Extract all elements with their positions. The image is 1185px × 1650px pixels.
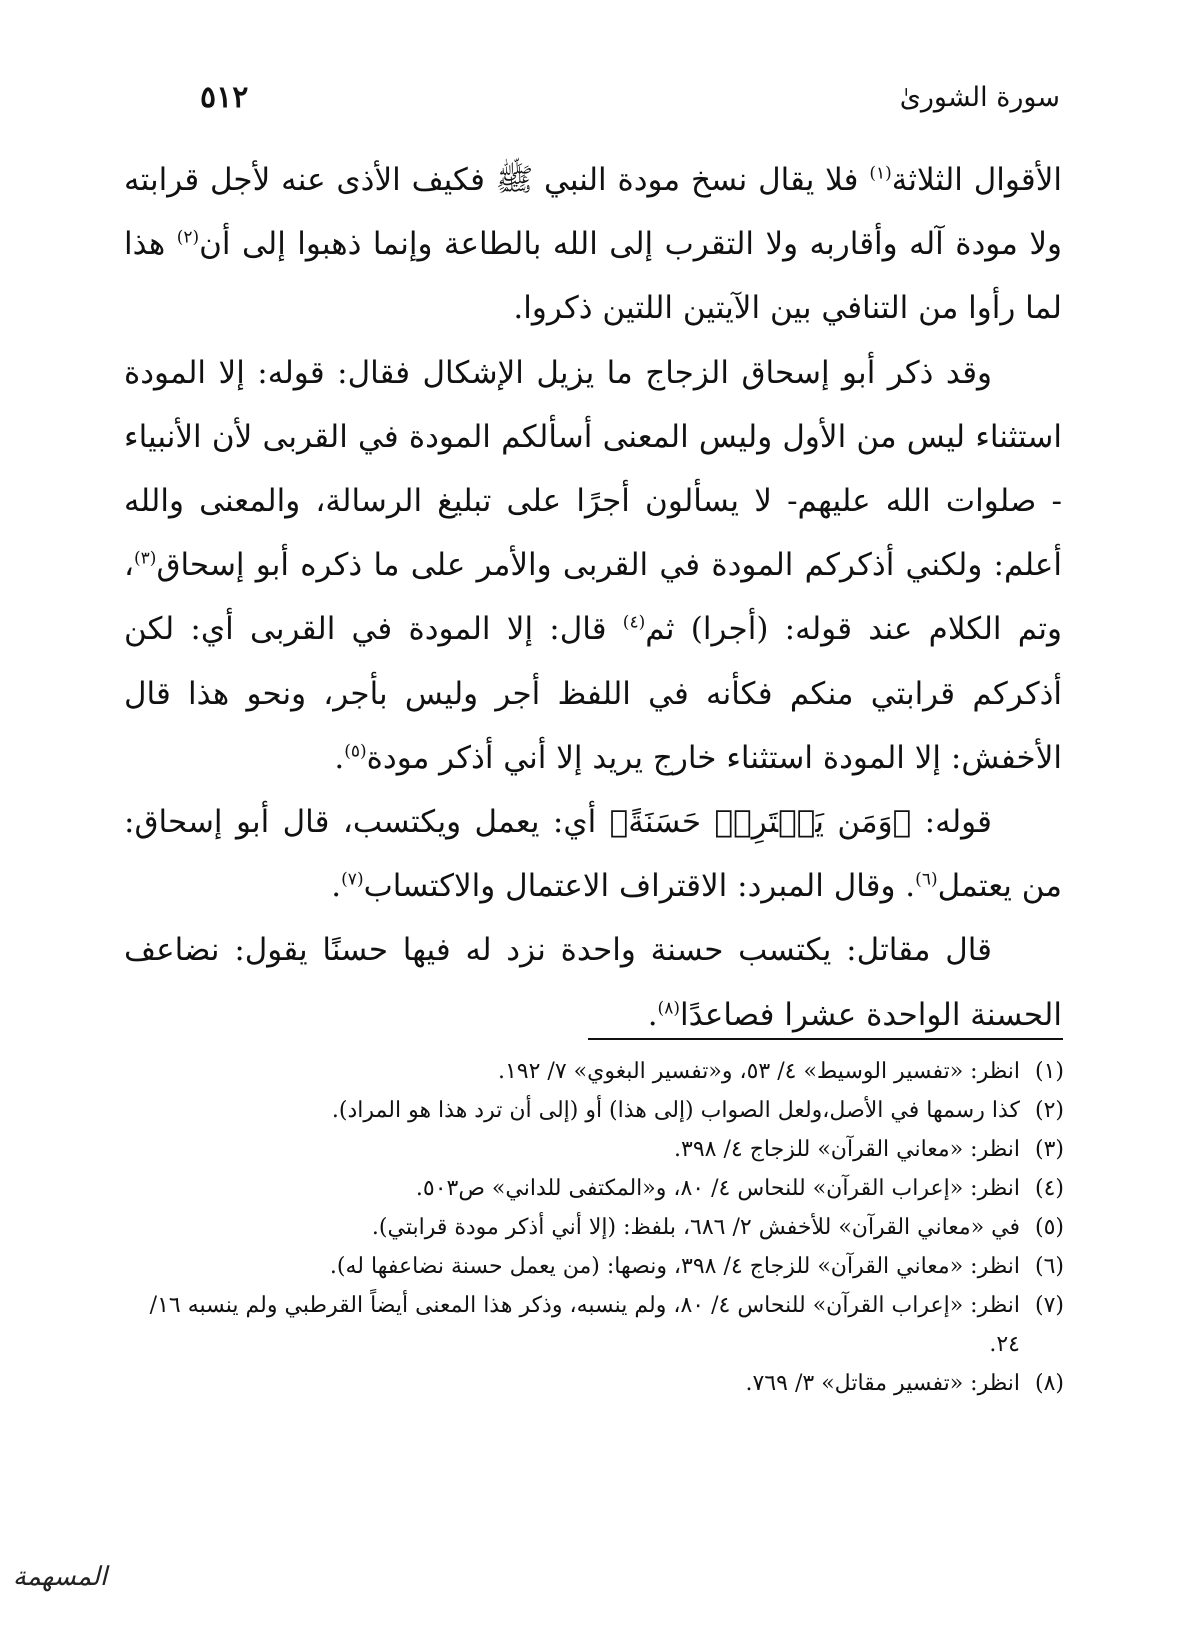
footnote-ref-5[interactable]: (٥) xyxy=(344,741,367,762)
footnote-text: انظر: «إعراب القرآن» للنحاس ٤/ ٨٠، و«المكتفى للداني» ص٥٠٣. xyxy=(415,1176,1020,1201)
footnote-number: (٨) xyxy=(1034,1371,1064,1396)
footnote-8 xyxy=(124,1364,1064,1403)
footnote-ref-3[interactable]: (٣) xyxy=(134,548,157,569)
footnote-ref-1[interactable]: (١) xyxy=(869,163,892,184)
footnote-number: (٣) xyxy=(1034,1137,1064,1162)
text-run: فلا يقال نسخ مودة النبي ﷺ فكيف الأذى عنه لأجل قرابته ولا مودة آله وأقاربه ولا التقرب إلى الله بالطاعة وإنما ذهبوا إلى أن xyxy=(124,162,1062,263)
text-run: . وقال المبرد: الاقتراف الاعتمال والاكتساب xyxy=(363,868,916,905)
footnote-separator xyxy=(588,1038,1063,1040)
text-run: . xyxy=(647,996,658,1033)
footnote-6 xyxy=(124,1247,1064,1286)
footnote-ref-6[interactable]: (٦) xyxy=(915,869,938,890)
text-run: ، وتم الكلام عند قوله: (أجرا) ثم xyxy=(124,547,1062,648)
footnote-number: (٥) xyxy=(1034,1215,1064,1240)
text-run: هذا لما رأوا من التنافي بين الآيتين اللتين ذكروا. xyxy=(124,226,1062,327)
footnote-text: انظر: «معاني القرآن» للزجاج ٤/ ٣٩٨، ونصها: (من يعمل حسنة نضاعفها له). xyxy=(329,1254,1020,1279)
paragraph-2 xyxy=(124,341,1062,790)
footnote-text: في «معاني القرآن» للأخفش ٢/ ٦٨٦، بلفظ: (إلا أني أذكر مودة قرابتي). xyxy=(371,1215,1020,1240)
library-stamp: المسهمة xyxy=(12,1562,108,1592)
paragraph-1 xyxy=(124,148,1062,341)
footnote-5 xyxy=(124,1208,1064,1247)
footnote-number: (٤) xyxy=(1034,1176,1064,1201)
footnote-number: (٦) xyxy=(1034,1254,1064,1279)
footnote-text: كذا رسمها في الأصل،ولعل الصواب (إلى هذا) أو (إلى أن ترد هذا هو المراد). xyxy=(331,1098,1020,1123)
footnote-ref-7[interactable]: (٧) xyxy=(341,869,364,890)
footnote-1 xyxy=(124,1052,1064,1091)
footnotes xyxy=(124,1052,1064,1403)
footnote-text: انظر: «تفسير مقاتل» ٣/ ٧٦٩. xyxy=(745,1371,1020,1396)
page-header xyxy=(200,80,1060,130)
footnote-number: (١) xyxy=(1034,1059,1064,1084)
text-run: قوله: xyxy=(911,804,992,841)
footnote-7 xyxy=(124,1286,1064,1364)
footnote-text: انظر: «إعراب القرآن» للنحاس ٤/ ٨٠، ولم ينسبه، وذكر هذا المعنى أيضاً القرطبي ولم ينسبه ١٦/ ٢٤. xyxy=(149,1293,1020,1357)
text-run: قال: إلا المودة في القربى أي: لكن أذكركم قرابتي منكم فكأنه في اللفظ أجر وليس بأجر، ونحو هذا قال الأخفش: إلا المودة استثناء خارج يريد إلا أني أذكر مودة xyxy=(124,611,1062,776)
footnote-ref-4[interactable]: (٤) xyxy=(622,613,646,634)
footnote-text: انظر: «تفسير الوسيط» ٤/ ٥٣، و«تفسير البغوي» ٧/ ١٩٢. xyxy=(497,1059,1020,1084)
paragraph-4 xyxy=(124,918,1062,1046)
text-run: . xyxy=(334,739,345,776)
paragraph-3 xyxy=(124,790,1062,918)
text-run: أي: يعمل ويكتسب، قال أبو إسحاق: من يعتمل xyxy=(124,804,1062,905)
text-run: . xyxy=(331,868,342,905)
footnote-2 xyxy=(124,1091,1064,1130)
surah-title: سورة الشورىٰ xyxy=(899,82,1060,113)
footnote-ref-8[interactable]: (٨) xyxy=(657,998,680,1019)
page-number: ٥١٢ xyxy=(200,80,249,115)
footnote-number: (٧) xyxy=(1034,1293,1064,1318)
main-text xyxy=(124,148,1062,1047)
footnote-4 xyxy=(124,1169,1064,1208)
quran-verse: ﴿وَمَن يَقۡتَرِفۡ حَسَنَةً﴾ xyxy=(609,804,912,841)
footnote-ref-2[interactable]: (٢) xyxy=(176,227,200,248)
footnote-3 xyxy=(124,1130,1064,1169)
footnote-text: انظر: «معاني القرآن» للزجاج ٤/ ٣٩٨. xyxy=(674,1137,1020,1162)
text-run: قال مقاتل: يكتسب حسنة واحدة نزد له فيها حسنًا يقول: نضاعف الحسنة الواحدة عشرا فصاعدًا xyxy=(124,932,1062,1033)
text-run: وقد ذكر أبو إسحاق الزجاج ما يزيل الإشكال فقال: قوله: إلا المودة استثناء ليس من الأول وليس المعنى أسألكم المودة في القربى لأن الأنبياء - صلوات الله عليهم- لا يسألون أجرًا على تبليغ الرسالة، والمعنى والله أعلم: ولكني أذكركم المودة في القربى والأمر على ما ذكره أبو إسحاق xyxy=(124,354,1062,584)
text-run: الأقوال الثلاثة xyxy=(891,162,1062,198)
footnote-number: (٢) xyxy=(1034,1098,1064,1123)
